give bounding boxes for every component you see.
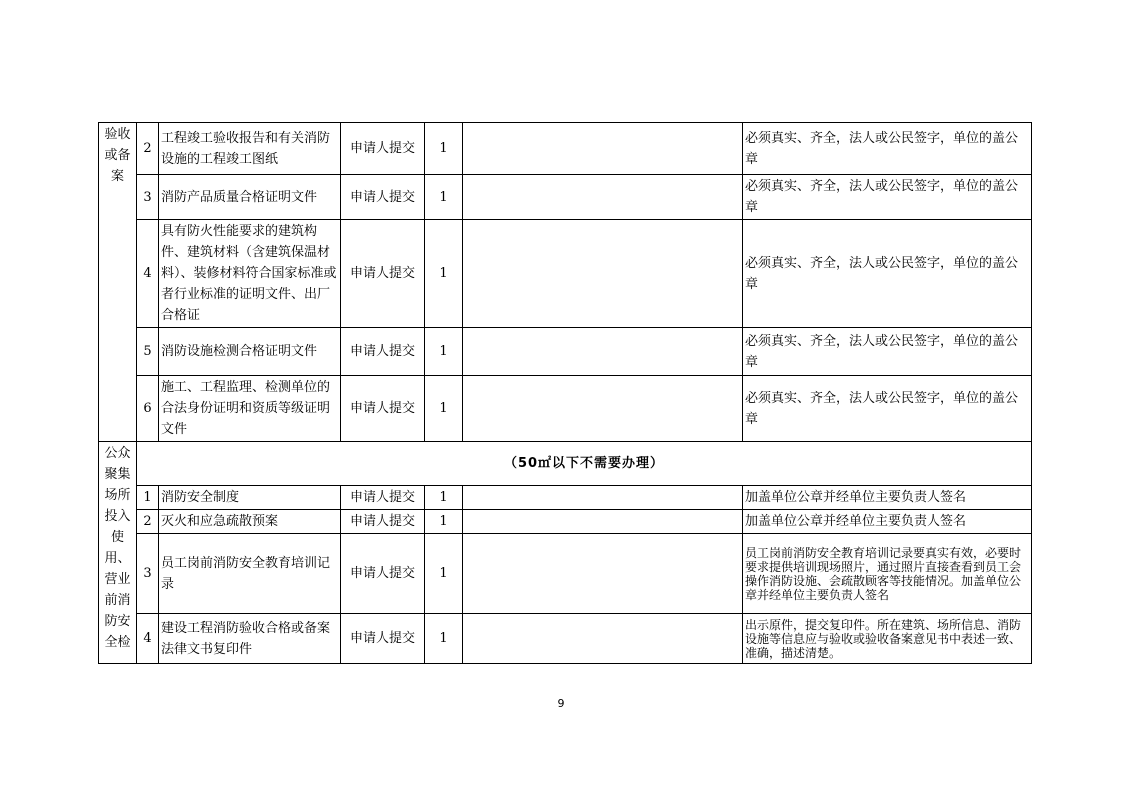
copy-count: 1	[425, 123, 463, 175]
row-index: 5	[137, 328, 159, 376]
submitter: 申请人提交	[341, 614, 425, 664]
category-cell: 验收或备案	[99, 123, 137, 442]
copy-count: 1	[425, 328, 463, 376]
material-name: 工程竣工验收报告和有关消防设施的工程竣工图纸	[159, 123, 341, 175]
material-name: 消防产品质量合格证明文件	[159, 175, 341, 220]
material-name: 施工、工程监理、检测单位的合法身份证明和资质等级证明文件	[159, 376, 341, 442]
submitter: 申请人提交	[341, 510, 425, 534]
requirement: 必须真实、齐全，法人或公民签字，单位的盖公章	[743, 175, 1032, 220]
row-index: 2	[137, 510, 159, 534]
category-cell: 公众聚集场所投入使用、营业前消防安全检	[99, 442, 137, 664]
requirement: 员工岗前消防安全教育培训记录要真实有效，必要时要求提供培训现场照片，通过照片直接查看到员工会操作消防设施、会疏散顾客等技能情况。加盖单位公章并经单位主要负责人签名	[743, 534, 1032, 614]
remark-cell	[463, 376, 743, 442]
submitter: 申请人提交	[341, 534, 425, 614]
table-row	[99, 510, 1032, 534]
submitter: 申请人提交	[341, 123, 425, 175]
copy-count: 1	[425, 175, 463, 220]
remark-cell	[463, 534, 743, 614]
copy-count: 1	[425, 220, 463, 328]
row-index: 2	[137, 123, 159, 175]
requirement: 出示原件，提交复印件。所在建筑、场所信息、消防设施等信息应与验收或验收备案意见书中表述一致、准确，描述清楚。	[743, 614, 1032, 664]
copy-count: 1	[425, 534, 463, 614]
table-row	[99, 328, 1032, 376]
requirement: 加盖单位公章并经单位主要负责人签名	[743, 486, 1032, 510]
table-row	[99, 614, 1032, 664]
table-row	[99, 220, 1032, 328]
copy-count: 1	[425, 486, 463, 510]
table-row	[99, 123, 1032, 175]
row-index: 1	[137, 486, 159, 510]
note-row	[99, 442, 1032, 486]
submitter: 申请人提交	[341, 486, 425, 510]
submitter: 申请人提交	[341, 175, 425, 220]
row-index: 3	[137, 175, 159, 220]
requirements-table	[98, 122, 1032, 664]
requirement: 必须真实、齐全，法人或公民签字，单位的盖公章	[743, 328, 1032, 376]
copy-count: 1	[425, 614, 463, 664]
copy-count: 1	[425, 376, 463, 442]
material-name: 具有防火性能要求的建筑构件、建筑材料（含建筑保温材料）、装修材料符合国家标准或者行业标准的证明文件、出厂合格证	[159, 220, 341, 328]
material-name: 消防安全制度	[159, 486, 341, 510]
requirement: 必须真实、齐全，法人或公民签字，单位的盖公章	[743, 220, 1032, 328]
table-row	[99, 534, 1032, 614]
remark-cell	[463, 510, 743, 534]
row-index: 4	[137, 614, 159, 664]
table-row	[99, 486, 1032, 510]
remark-cell	[463, 123, 743, 175]
remark-cell	[463, 614, 743, 664]
remark-cell	[463, 328, 743, 376]
material-name: 灭火和应急疏散预案	[159, 510, 341, 534]
section-note: （50㎡以下不需要办理）	[137, 442, 1032, 486]
row-index: 6	[137, 376, 159, 442]
material-name: 建设工程消防验收合格或备案法律文书复印件	[159, 614, 341, 664]
table-row	[99, 376, 1032, 442]
material-name: 员工岗前消防安全教育培训记录	[159, 534, 341, 614]
requirement: 必须真实、齐全，法人或公民签字，单位的盖公章	[743, 123, 1032, 175]
row-index: 4	[137, 220, 159, 328]
submitter: 申请人提交	[341, 220, 425, 328]
page-number: 9	[557, 697, 565, 710]
copy-count: 1	[425, 510, 463, 534]
table-row	[99, 175, 1032, 220]
remark-cell	[463, 175, 743, 220]
submitter: 申请人提交	[341, 376, 425, 442]
remark-cell	[463, 220, 743, 328]
requirement: 加盖单位公章并经单位主要负责人签名	[743, 510, 1032, 534]
remark-cell	[463, 486, 743, 510]
submitter: 申请人提交	[341, 328, 425, 376]
material-name: 消防设施检测合格证明文件	[159, 328, 341, 376]
requirement: 必须真实、齐全，法人或公民签字，单位的盖公章	[743, 376, 1032, 442]
row-index: 3	[137, 534, 159, 614]
